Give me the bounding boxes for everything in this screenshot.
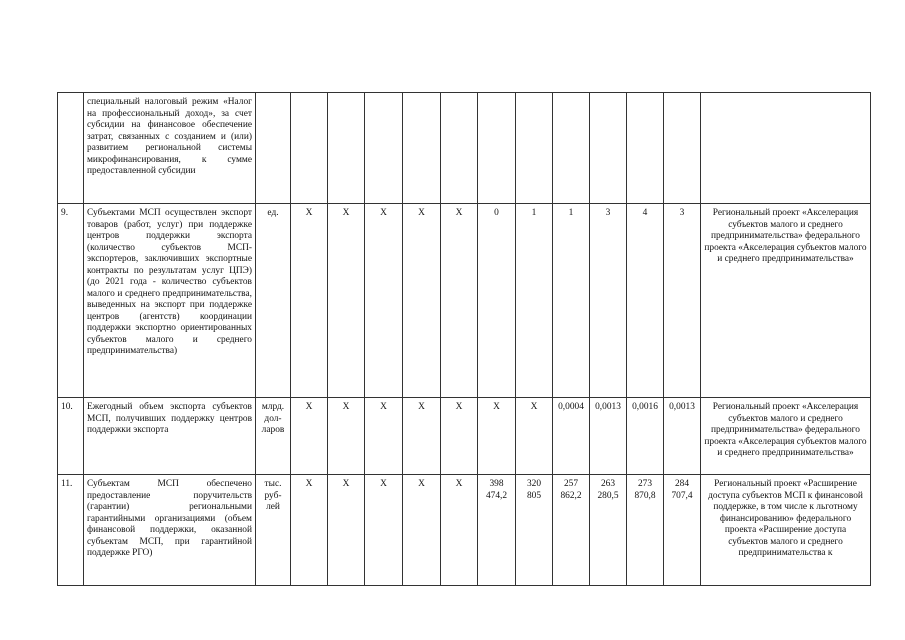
year-value — [478, 93, 516, 204]
year-value: 1 — [516, 204, 553, 398]
year-value: 0,0013 — [664, 398, 701, 475]
year-value: Х — [403, 475, 441, 586]
year-value — [328, 93, 365, 204]
row-number — [58, 93, 84, 204]
year-value: 273 870,8 — [627, 475, 664, 586]
year-value: Х — [403, 204, 441, 398]
year-value: 284 707,4 — [664, 475, 701, 586]
year-value — [441, 93, 478, 204]
indicator-description: Субъектам МСП обеспечено предоставление поручительств (гарантии) региональными гарантийными организациями (объем финансовой поддержки, оказанной субъектам МСП, при гарантийной поддержке РГО) — [84, 475, 256, 586]
table-row — [58, 93, 871, 204]
year-value: Х — [441, 475, 478, 586]
table-row — [58, 398, 871, 475]
year-value: 3 — [664, 204, 701, 398]
source-project: Региональный проект «Акселерация субъектов малого и среднего предпринимательства» федерального проекта «Акселерация субъектов малого и среднего предпринимательства» — [701, 398, 871, 475]
table-row — [58, 475, 871, 586]
year-value — [590, 93, 627, 204]
unit-of-measure: ед. — [256, 204, 291, 398]
year-value: Х — [441, 204, 478, 398]
year-value — [664, 93, 701, 204]
indicators-table — [57, 92, 871, 586]
year-value: Х — [291, 204, 328, 398]
year-value: 320 805 — [516, 475, 553, 586]
year-value — [365, 93, 403, 204]
year-value — [516, 93, 553, 204]
year-value: 0,0016 — [627, 398, 664, 475]
indicator-description: Ежегодный объем экспорта субъектов МСП, получивших поддержку центров поддержки экспорта — [84, 398, 256, 475]
year-value: 257 862,2 — [553, 475, 590, 586]
year-value: 263 280,5 — [590, 475, 627, 586]
year-value: 398 474,2 — [478, 475, 516, 586]
row-number: 11. — [58, 475, 84, 586]
year-value: 0,0004 — [553, 398, 590, 475]
year-value — [553, 93, 590, 204]
year-value: Х — [441, 398, 478, 475]
year-value: 0 — [478, 204, 516, 398]
year-value: Х — [365, 398, 403, 475]
row-number: 10. — [58, 398, 84, 475]
year-value — [291, 93, 328, 204]
source-project: Региональный проект «Акселерация субъектов малого и среднего предпринимательства» федерального проекта «Акселерация субъектов малого и среднего предпринимательства» — [701, 204, 871, 398]
table-row — [58, 204, 871, 398]
row-number: 9. — [58, 204, 84, 398]
unit-of-measure: тыс. руб-лей — [256, 475, 291, 586]
year-value: Х — [328, 475, 365, 586]
year-value — [627, 93, 664, 204]
indicator-description: Субъектами МСП осуществлен экспорт товаров (работ, услуг) при поддержке центров поддержки экспорта (количество субъектов МСП-экспортеров, заключивших экспортные контракты по результатам услуг ЦПЭ) (до 2021 года - количество субъектов малого и среднего предпринимательства, выведенных на экспорт при поддержке центров (агентств) координации поддержки экспортно ориентированных субъектов малого и среднего предпринимательства) — [84, 204, 256, 398]
source-project — [701, 93, 871, 204]
year-value: Х — [328, 398, 365, 475]
year-value — [403, 93, 441, 204]
year-value: 0,0013 — [590, 398, 627, 475]
year-value: Х — [291, 475, 328, 586]
year-value: Х — [365, 475, 403, 586]
year-value: 3 — [590, 204, 627, 398]
year-value: Х — [403, 398, 441, 475]
year-value: Х — [365, 204, 403, 398]
year-value: Х — [478, 398, 516, 475]
year-value: 1 — [553, 204, 590, 398]
year-value: Х — [516, 398, 553, 475]
year-value: Х — [291, 398, 328, 475]
year-value: 4 — [627, 204, 664, 398]
unit-of-measure — [256, 93, 291, 204]
source-project: Региональный проект «Расширение доступа субъектов МСП к финансовой поддержке, в том числе к льготному финансированию» федерального проекта «Расширение доступа субъектов малого и среднего предпринимательства к — [701, 475, 871, 586]
year-value: Х — [328, 204, 365, 398]
indicator-description: специальный налоговый режим «Налог на профессиональный доход», за счет субсидии на финансовое обеспечение затрат, связанных с созданием и (или) развитием региональной системы микрофинансирования, к сумме предоставленной субсидии — [84, 93, 256, 204]
unit-of-measure: млрд. дол-ларов — [256, 398, 291, 475]
